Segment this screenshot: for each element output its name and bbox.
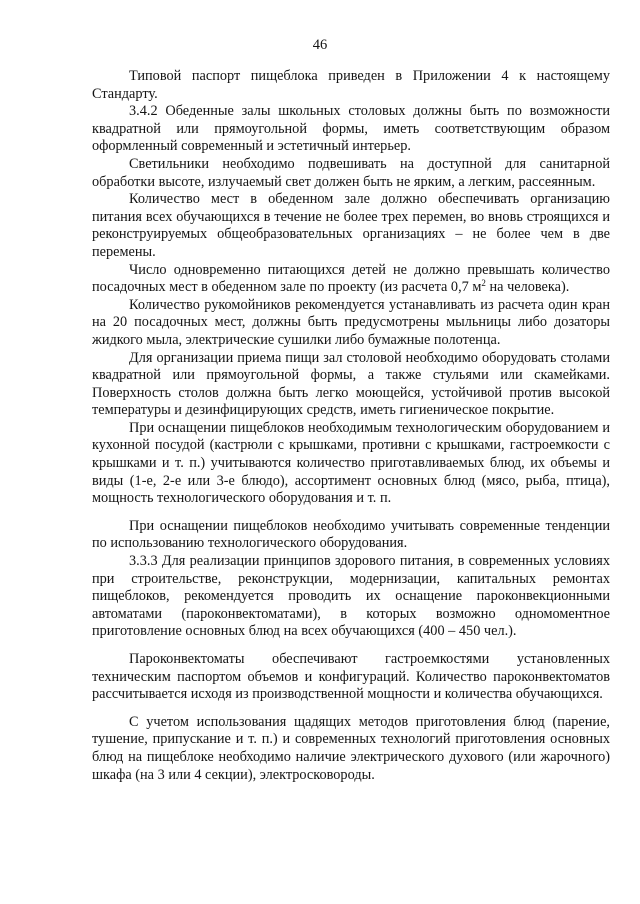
document-body (92, 68, 610, 784)
paragraph-equipment: При оснащении пищеблоков необходимым технологическим оборудованием и кухонной посудой (кастрюли с крышками, противни с крышками, гастроемкости с крышками и т. п.) учитываются количество приготавливаемых блюд, их объемы и виды (1-е, 2-е или 3-е блюдо), ассортимент основных блюд (мясо, рыба, птица), мощность технологического оборудования и т. п. (92, 419, 610, 507)
paragraph-tables: Для организации приема пищи зал столовой необходимо оборудовать столами квадратной или прямоугольной формы, а также стульями или скамейками. Поверхность столов должна быть легко моющейся, устойчивой против высокой температуры и дезинфицирующих средств, иметь гигиеническое покрытие. (92, 349, 610, 419)
paragraph-simultaneous-diners-tail: на человека). (485, 279, 570, 296)
paragraph-3-3-3: 3.3.3 Для реализации принципов здорового питания, в современных условиях при строительстве, реконструкции, модернизации, капитальных ремонтах пищеблоков, рекомендуется проводить их оснащение пароконвекционными автоматами (пароконвектоматами), в которых возможно одномоментное приготовление основных блюд на всех обучающихся (400 – 450 чел.). (92, 553, 610, 640)
paragraph-simultaneous-diners (92, 262, 610, 297)
page-number: 46 (312, 37, 328, 53)
paragraph-simultaneous-diners-text: Число одновременно питающихся детей не должно превышать количество посадочных мест в обеденном зале по проекту (из расчета 0,7 м (92, 261, 610, 296)
paragraph-passport: Типовой паспорт пищеблока приведен в Приложении 4 к настоящему Стандарту. (92, 68, 610, 102)
paragraph-seating: Количество мест в обеденном зале должно обеспечивать организацию питания всех обучающихся в течение не более трех перемен, во вновь строящихся и реконструируемых общеобразовательных организациях – не более чем в две перемены. (92, 191, 610, 260)
paragraph-trends: При оснащении пищеблоков необходимо учитывать современные тенденции по использованию технологического оборудования. (92, 517, 610, 552)
paragraph-3-4-2: 3.4.2 Обеденные залы школьных столовых должны быть по возможности квадратной или прямоугольной формы, иметь соответствующим образом оформленный современный и эстетичный интерьер. (92, 103, 610, 155)
paragraph-combi-ovens: Пароконвектоматы обеспечивают гастроемкостями установленных техническим паспортом объемов и конфигураций. Количество пароконвектоматов рассчитывается исходя из производственной мощности и количества обучающихся. (92, 651, 610, 703)
superscript-square: 2 (481, 278, 486, 289)
paragraph-washbasins: Количество рукомойников рекомендуется устанавливать из расчета один кран на 20 посадочных мест, должны быть предусмотрены мыльницы либо дозаторы жидкого мыла, электрические сушилки либо бумажные полотенца. (92, 296, 610, 348)
paragraph-lighting: Светильники необходимо подвешивать на доступной для санитарной обработки высоте, излучаемый свет должен быть не ярким, а легким, рассеянным. (92, 155, 610, 190)
paragraph-gentle-cooking: С учетом использования щадящих методов приготовления блюд (парение, тушение, припускание и т. п.) и современных технологий приготовления основных блюд на пищеблоке необходимо наличие электрического духового (или жарочного) шкафа (на 3 или 4 секции), электросковороды. (92, 713, 610, 783)
